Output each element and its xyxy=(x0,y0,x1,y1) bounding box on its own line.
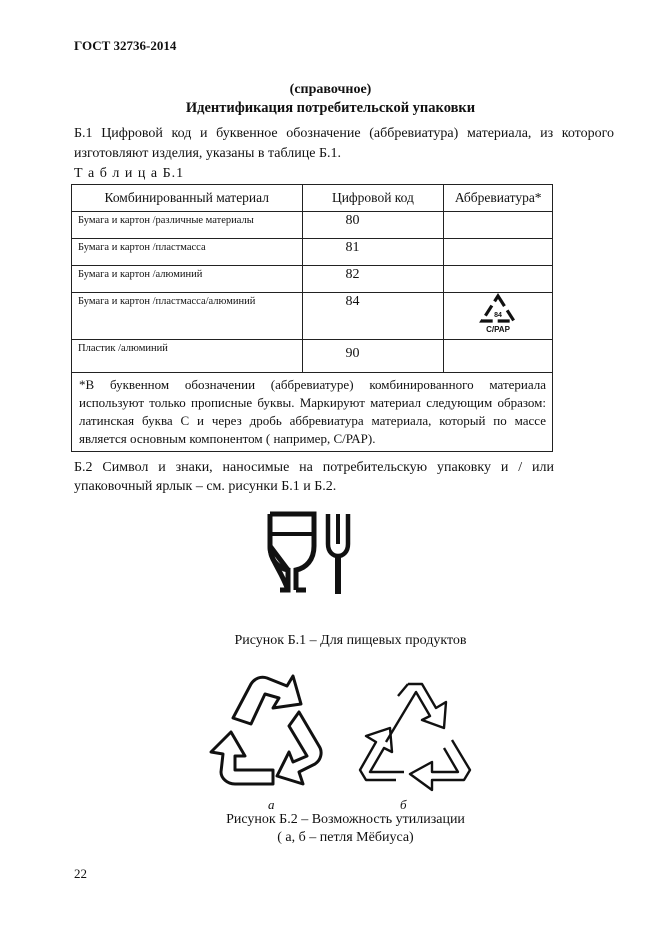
symbol-label: C/PAP xyxy=(486,325,511,334)
table-row xyxy=(72,340,553,373)
table-row xyxy=(72,266,553,293)
cell-code: 82 xyxy=(302,266,444,293)
table-row xyxy=(72,239,553,266)
cell-abbr xyxy=(444,212,553,239)
cell-code: 81 xyxy=(302,239,444,266)
materials-table xyxy=(71,184,553,452)
cell-material: Бумага и картон /алюминий xyxy=(72,266,303,293)
cell-abbr-symbol xyxy=(444,293,553,340)
header-code: Цифровой код xyxy=(302,185,444,212)
cell-code: 90 xyxy=(302,340,444,373)
table-caption: Т а б л и ц а Б.1 xyxy=(74,166,185,181)
cell-material: Пластик /алюминий xyxy=(72,340,303,373)
page-number: 22 xyxy=(74,866,87,881)
cell-code: 84 xyxy=(302,293,444,340)
cell-abbr xyxy=(444,266,553,293)
cell-abbr xyxy=(444,340,553,373)
paragraph-b1: Б.1 Цифровой код и буквенное обозначение (аббревиатура) материала, из которого изготовляют изделия, указаны в таблице Б.1. xyxy=(74,126,614,161)
table-note-row xyxy=(72,373,553,452)
figure-label-b: б xyxy=(400,797,407,812)
figure-b2-caption: Рисунок Б.2 – Возможность утилизации xyxy=(226,812,465,827)
annex-title: Идентификация потребительской упаковки xyxy=(185,100,476,116)
document-header: ГОСТ 32736-2014 xyxy=(74,38,177,53)
recycle-arrows-icon xyxy=(203,672,335,792)
figure-b2-subcaption: ( а, б – петля Мёбиуса) xyxy=(277,830,414,845)
recycle-triangle-icon xyxy=(476,293,520,335)
figure-label-a: а xyxy=(268,797,275,812)
table-row xyxy=(72,212,553,239)
cell-code: 80 xyxy=(302,212,444,239)
table-note: *В буквенном обозначении (аббревиатуре) комбинированного материала используют только прописные буквы. Маркируют материал следующим образом: латинская буква С и через дробь аббревиатура материала, который по массе является основным компонентом ( например, С/РАР). xyxy=(72,373,553,452)
symbol-number: 84 xyxy=(494,312,503,319)
cell-abbr xyxy=(444,239,553,266)
cell-material: Бумага и картон /пластмасса xyxy=(72,239,303,266)
header-material: Комбинированный материал xyxy=(72,185,303,212)
cell-material: Бумага и картон /пластмасса/алюминий xyxy=(72,293,303,340)
paragraph-b2: Б.2 Символ и знаки, наносимые на потребительскую упаковку и / или упаковочный ярлык – см. рисунки Б.1 и Б.2. xyxy=(74,460,554,494)
table-row xyxy=(72,293,553,340)
food-contact-icon xyxy=(266,510,356,596)
figure-b1-caption: Рисунок Б.1 – Для пищевых продуктов xyxy=(234,633,467,648)
cell-material: Бумага и картон /различные материалы xyxy=(72,212,303,239)
annex-type: (справочное) xyxy=(289,82,372,97)
header-abbr: Аббревиатура* xyxy=(444,185,553,212)
mobius-loop-icon xyxy=(352,676,478,792)
table-header-row xyxy=(72,185,553,212)
